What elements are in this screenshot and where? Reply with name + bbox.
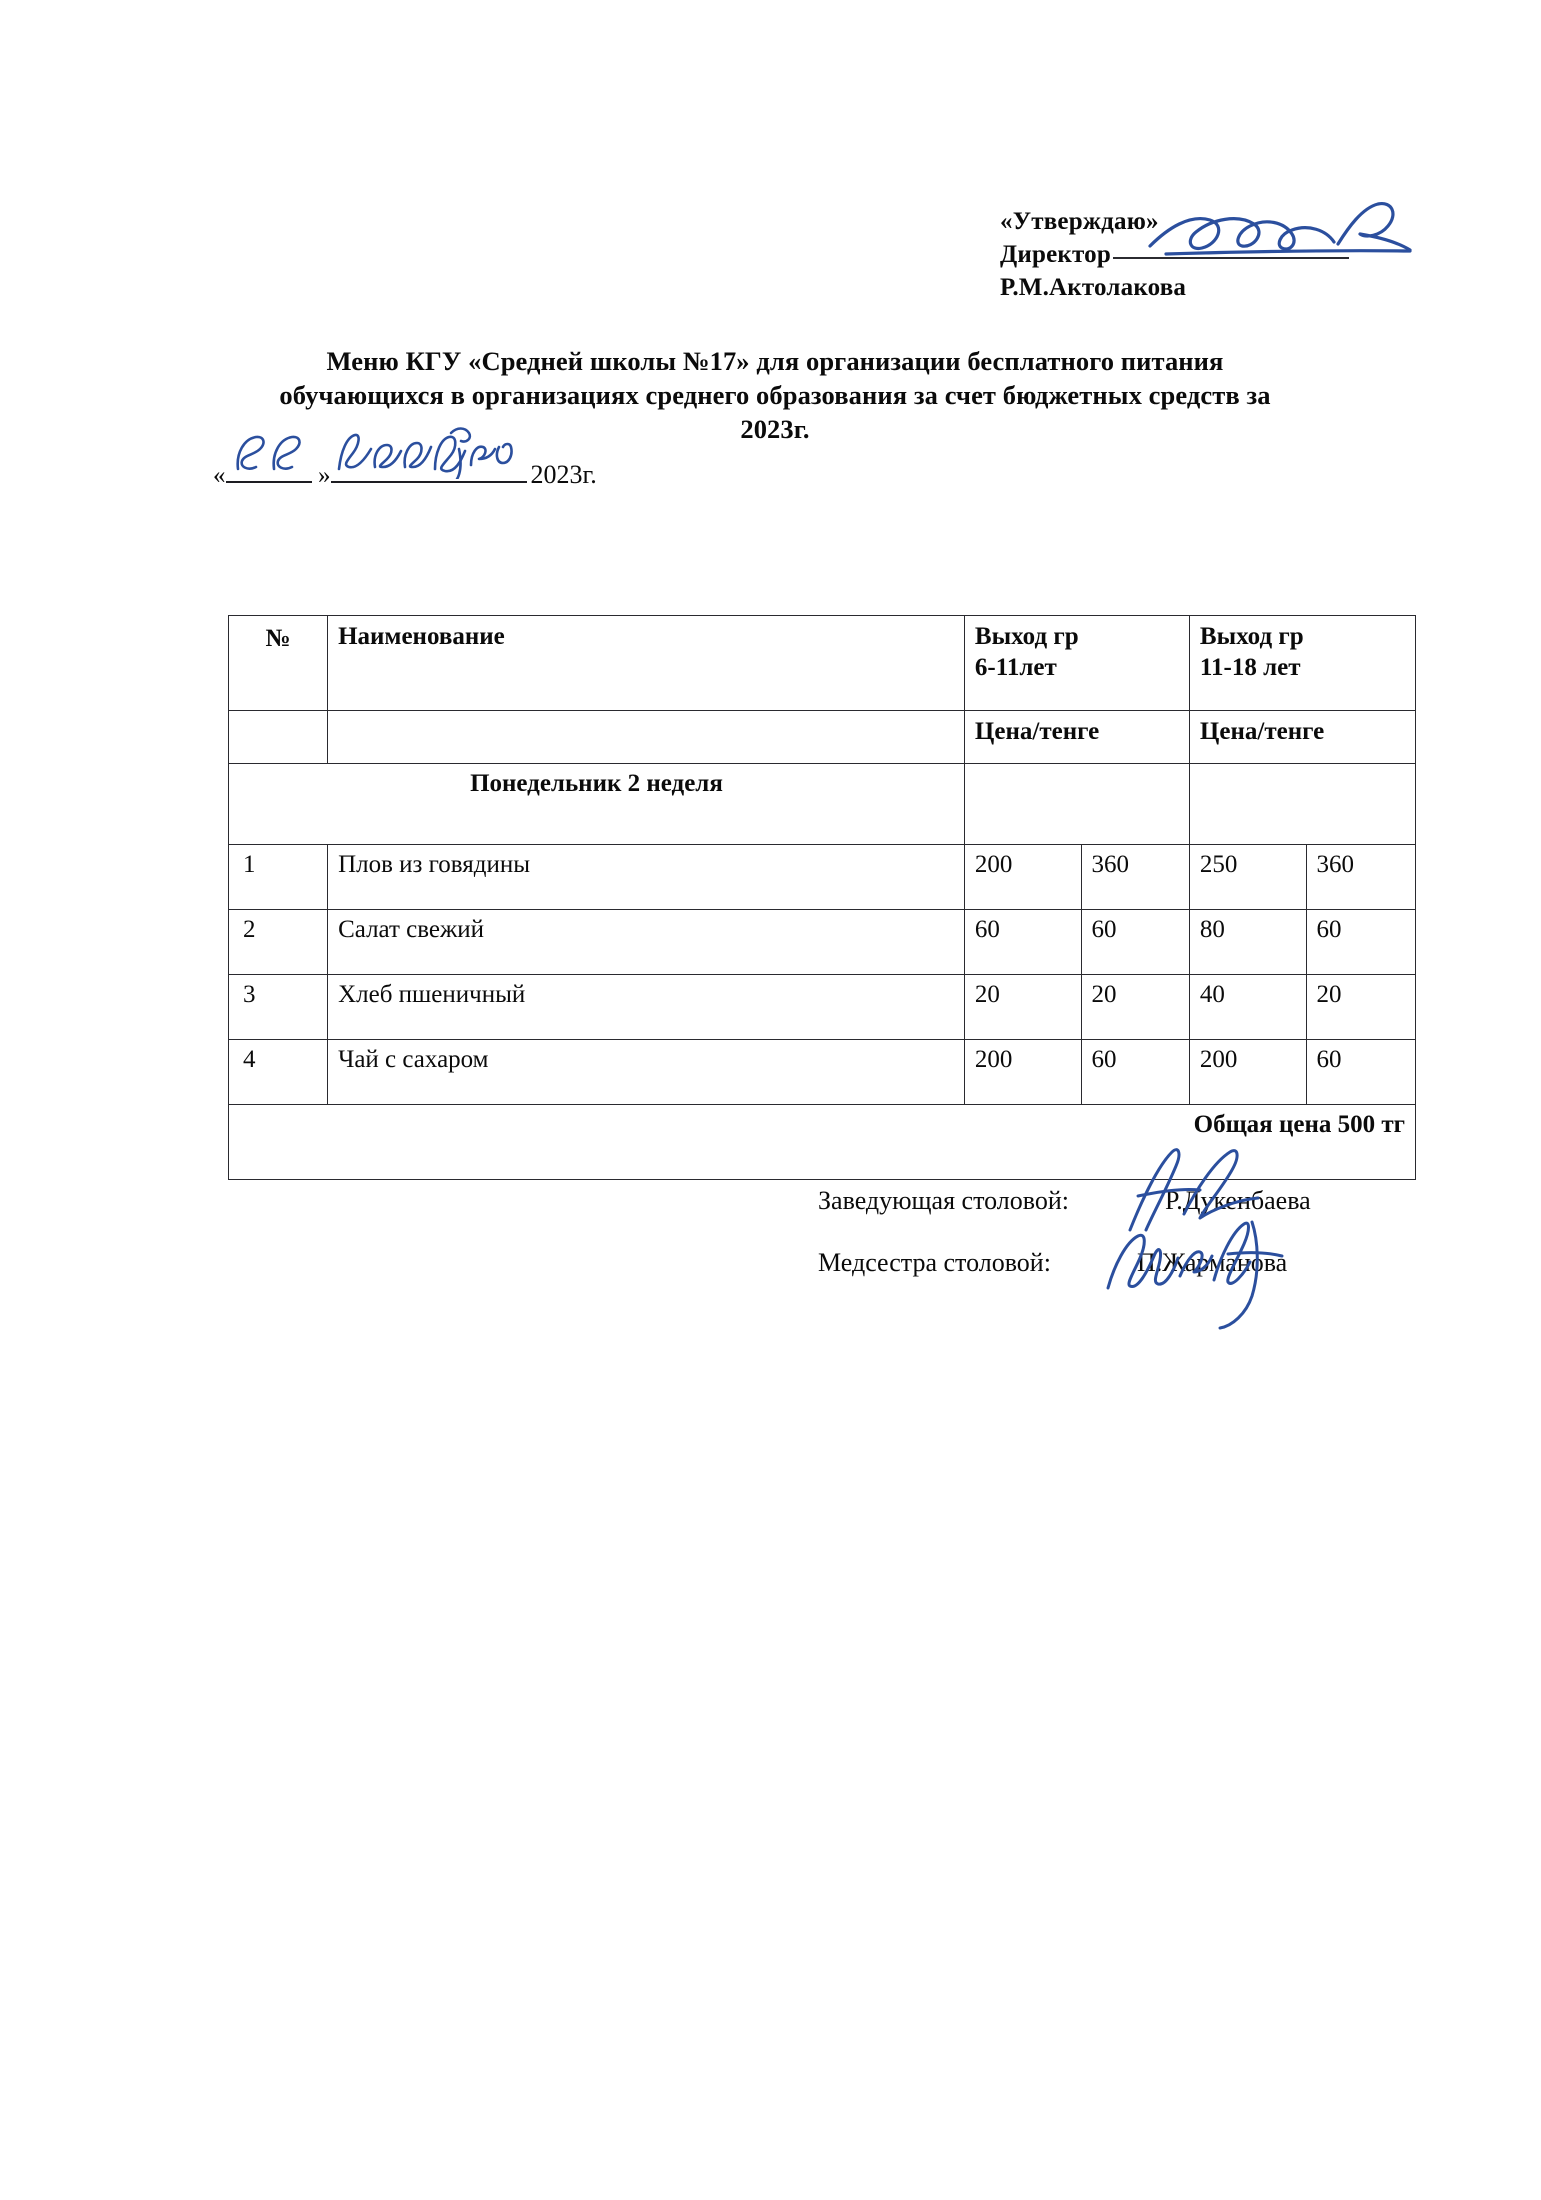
row-price-11-18: 360	[1306, 845, 1415, 910]
signature-block	[818, 1178, 1438, 1302]
row-yield-6-11: 60	[964, 910, 1081, 975]
header-price-11-18: Цена/тенге	[1189, 711, 1415, 764]
date-month-blank	[331, 455, 527, 483]
day-section-label: Понедельник 2 неделя	[229, 764, 965, 845]
signature-row-cafeteria-manager	[818, 1178, 1438, 1240]
page-title	[150, 345, 1400, 447]
header-yield-6-11	[964, 616, 1189, 711]
row-yield-11-18: 250	[1189, 845, 1306, 910]
date-close-quote: »	[318, 462, 331, 489]
row-yield-6-11: 200	[964, 845, 1081, 910]
director-signature-line	[1113, 257, 1349, 259]
header-price-6-11: Цена/тенге	[964, 711, 1189, 764]
date-year: 2023г.	[530, 460, 597, 489]
row-yield-11-18: 200	[1189, 1040, 1306, 1105]
row-price-6-11: 360	[1081, 845, 1189, 910]
title-line-2: обучающихся в организациях среднего образования за счет бюджетных средств за	[279, 379, 1271, 410]
row-num: 3	[229, 975, 328, 1040]
header-yield-6-11-line1: Выход гр	[974, 623, 1079, 650]
row-name: Хлеб пшеничный	[328, 975, 965, 1040]
row-yield-11-18: 80	[1189, 910, 1306, 975]
approval-label-row	[1000, 205, 1420, 238]
table-row	[229, 1040, 1416, 1105]
table-day-section-row	[229, 764, 1416, 845]
row-name: Чай с сахаром	[328, 1040, 965, 1105]
date-day-blank	[226, 455, 312, 483]
row-yield-6-11: 20	[964, 975, 1081, 1040]
director-row	[1000, 238, 1420, 271]
menu-table-container	[228, 615, 1416, 1180]
director-name: Р.М.Актолакова	[1000, 274, 1187, 301]
price-row-num-cell	[229, 711, 328, 764]
date-open-quote: «	[213, 462, 226, 489]
row-price-11-18: 60	[1306, 1040, 1415, 1105]
director-name-row	[1000, 271, 1420, 304]
signature-role: Заведующая столовой:	[818, 1186, 1069, 1215]
title-line-3: 2023г.	[740, 413, 810, 444]
header-yield-6-11-line2: 6-11лет	[974, 653, 1057, 681]
row-name: Салат свежий	[328, 910, 965, 975]
row-name: Плов из говядины	[328, 845, 965, 910]
row-num: 4	[229, 1040, 328, 1105]
total-price: Общая цена 500 тг	[229, 1105, 1416, 1180]
table-row	[229, 975, 1416, 1040]
row-price-11-18: 20	[1306, 975, 1415, 1040]
signature-role: Медсестра столовой:	[818, 1248, 1051, 1277]
row-price-6-11: 20	[1081, 975, 1189, 1040]
row-yield-6-11: 200	[964, 1040, 1081, 1105]
day-section-filler-2	[1189, 764, 1415, 845]
signature-name: Р.Дукенбаева	[1165, 1186, 1311, 1215]
date-line	[213, 455, 597, 490]
row-price-6-11: 60	[1081, 910, 1189, 975]
title-line-1: Меню КГУ «Средней школы №17» для организации бесплатного питания	[326, 346, 1224, 376]
header-yield-11-18-line2: 11-18 лет	[1199, 653, 1301, 681]
row-price-11-18: 60	[1306, 910, 1415, 975]
row-num: 2	[229, 910, 328, 975]
table-price-header-row	[229, 711, 1416, 764]
approval-label: «Утверждаю»	[1000, 208, 1159, 235]
table-header-row	[229, 616, 1416, 711]
table-row	[229, 910, 1416, 975]
signature-name: П.Жарманова	[1136, 1248, 1288, 1277]
table-row	[229, 845, 1416, 910]
director-label: Директор	[1000, 241, 1111, 268]
signature-row-nurse	[818, 1240, 1438, 1302]
row-num: 1	[229, 845, 328, 910]
header-yield-11-18	[1189, 616, 1415, 711]
row-price-6-11: 60	[1081, 1040, 1189, 1105]
approval-block	[1000, 205, 1420, 304]
header-yield-11-18-line1: Выход гр	[1199, 623, 1304, 650]
row-yield-11-18: 40	[1189, 975, 1306, 1040]
price-row-name-cell	[328, 711, 965, 764]
menu-table	[228, 615, 1416, 1180]
table-total-row	[229, 1105, 1416, 1180]
day-section-filler-1	[964, 764, 1189, 845]
header-num: №	[229, 616, 328, 711]
header-name: Наименование	[328, 616, 965, 711]
